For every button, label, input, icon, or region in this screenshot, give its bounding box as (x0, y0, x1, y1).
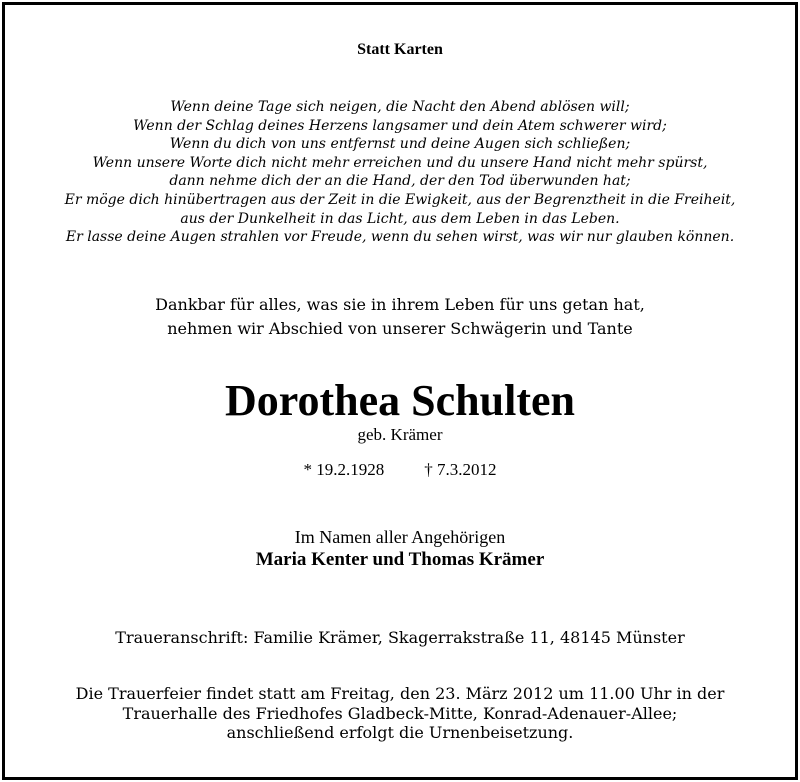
family-label: Im Namen aller Angehörigen (294, 527, 506, 547)
family-names: Maria Kenter und Thomas Krämer (255, 549, 545, 570)
death-date: † 7.3.2012 (424, 460, 497, 479)
birth-date: * 19.2.1928 (303, 460, 385, 479)
birth-name: geb. Krämer (357, 425, 443, 444)
obituary-notice (2, 2, 798, 780)
intro-line: Dankbar für alles, was sie in ihrem Leben für uns getan hat, (155, 295, 645, 314)
life-dates (5, 460, 795, 480)
service-details (5, 684, 795, 743)
poem-line: Wenn der Schlag deines Herzens langsamer und dein Atem schwerer wird; (133, 117, 667, 134)
service-line: Die Trauerfeier findet statt am Freitag, den 23. März 2012 um 11.00 Uhr in der (75, 684, 725, 703)
deceased-name: Dorothea Schulten (225, 376, 575, 425)
mourning-address: Traueranschrift: Familie Krämer, Skagerrakstraße 11, 48145 Münster (115, 628, 685, 647)
poem-line: aus der Dunkelheit in das Licht, aus dem Leben in das Leben. (180, 210, 620, 227)
poem-line: dann nehme dich der an die Hand, der den Tod überwunden hat; (169, 173, 631, 190)
poem-line: Wenn du dich von uns entfernst und deine Augen sich schließen; (169, 136, 631, 153)
poem-line: Er möge dich hinübertragen aus der Zeit in die Ewigkeit, aus der Begrenztheit in die Freiheit, (64, 191, 736, 208)
notice-header: Statt Karten (357, 41, 443, 58)
poem-line: Wenn unsere Worte dich nicht mehr erreichen und du unsere Hand nicht mehr spürst, (92, 154, 708, 171)
intro-text (5, 293, 795, 341)
service-line: anschließend erfolgt die Urnenbeisetzung. (226, 723, 574, 742)
poem-line: Er lasse deine Augen strahlen vor Freude, wenn du sehen wirst, was wir nur glauben können. (65, 229, 735, 246)
poem-line: Wenn deine Tage sich neigen, die Nacht den Abend ablösen will; (170, 99, 630, 115)
intro-line: nehmen wir Abschied von unserer Schwägerin und Tante (167, 319, 633, 338)
service-line: Trauerhalle des Friedhofes Gladbeck-Mitte, Konrad-Adenauer-Allee; (122, 703, 678, 723)
poem (5, 98, 795, 247)
